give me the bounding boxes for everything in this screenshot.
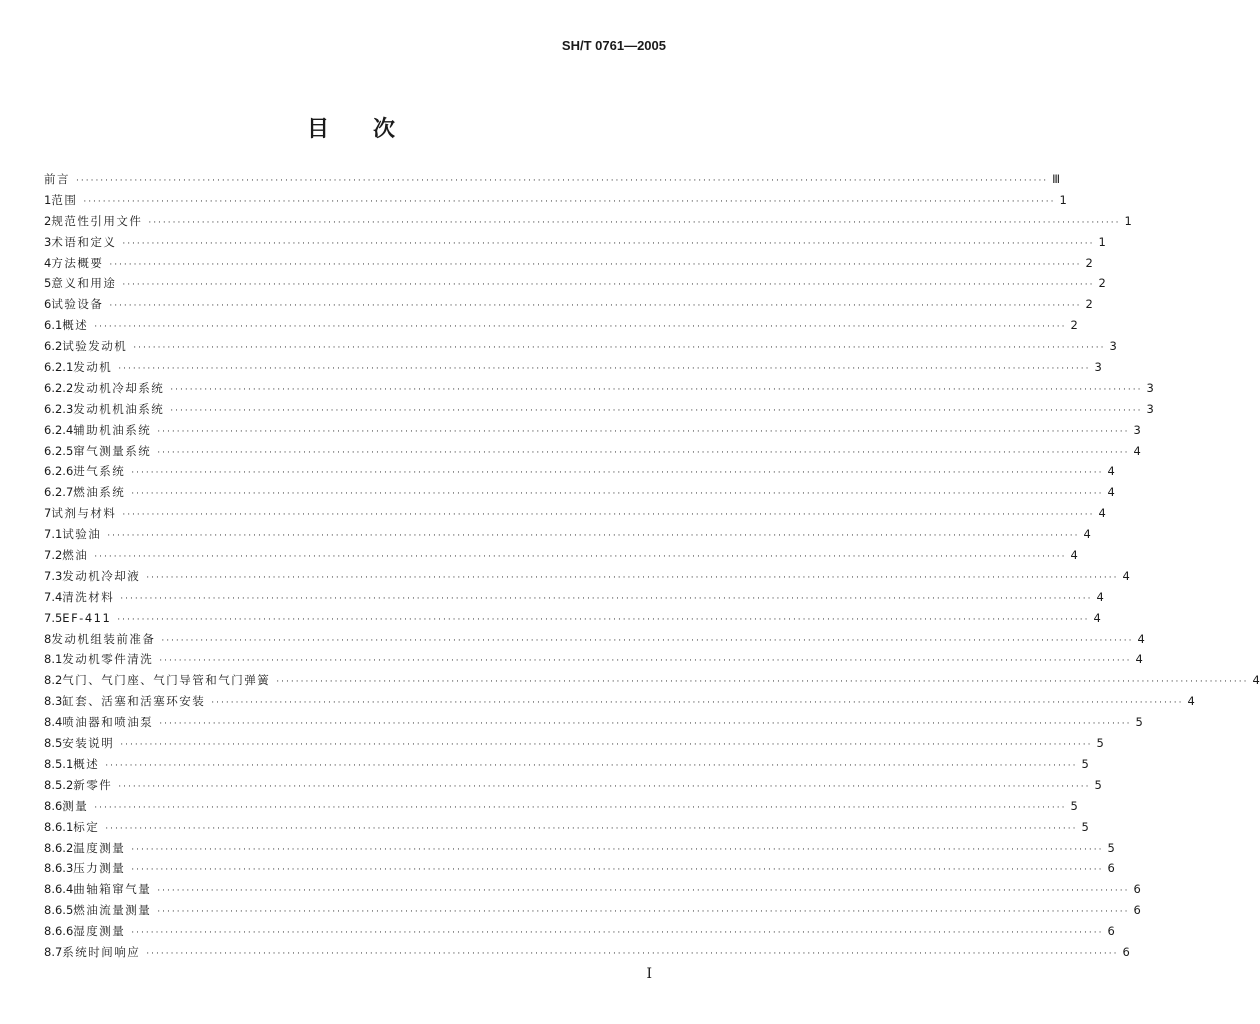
toc-entry-page-number: 5 [1070, 798, 1078, 813]
toc-entry-number: 6.2.5 [44, 443, 74, 458]
dot-leader: ········································································································································································································ [157, 907, 1130, 918]
toc-entry-label: 发动机零件清洗 [62, 652, 154, 667]
toc-entry[interactable] [44, 649, 1143, 670]
toc-entry-label: 清洗材料 [62, 589, 115, 604]
toc-entry-label: 概述 [73, 756, 100, 771]
toc-entry[interactable] [44, 900, 1141, 921]
toc-entry[interactable] [44, 775, 1102, 796]
toc-entry-label: 压力测量 [73, 861, 126, 876]
toc-entry-page-number: 5 [1081, 756, 1089, 771]
dot-leader: ········································································································································································································ [120, 740, 1093, 751]
toc-entry-number: 6.1 [44, 318, 63, 333]
dot-leader: ········································································································································································································ [157, 447, 1130, 458]
toc-entry-number: 8.6.6 [44, 924, 74, 939]
toc-entry-label: 新零件 [73, 777, 113, 792]
dot-leader: ········································································································································································································ [122, 238, 1095, 249]
toc-entry[interactable] [44, 253, 1093, 274]
toc-entry[interactable] [44, 190, 1067, 211]
dot-leader: ········································································································································································································ [131, 489, 1104, 500]
toc-entry-label: 缸套、活塞和活塞环安装 [62, 694, 206, 709]
toc-entry[interactable] [44, 733, 1104, 754]
toc-entry-number: 7.4 [44, 589, 63, 604]
toc-entry-label: 标定 [73, 819, 100, 834]
dot-leader: ········································································································································································································ [146, 572, 1119, 583]
toc-entry-label: 发动机冷却液 [62, 568, 141, 583]
toc-entry-label: 安装说明 [62, 736, 115, 751]
toc-entry-page-number: 5 [1107, 840, 1115, 855]
toc-entry[interactable] [44, 670, 1260, 691]
toc-entry-page-number: 5 [1081, 819, 1089, 834]
toc-entry-number: 7 [44, 506, 52, 521]
toc-entry-number: 2 [44, 213, 52, 228]
dot-leader: ········································································································································································································ [76, 176, 1049, 186]
toc-entry-number: 7.2 [44, 548, 63, 563]
toc-entry-number: 6.2.4 [44, 422, 74, 437]
toc-entry[interactable] [44, 273, 1106, 294]
dot-leader: ········································································································································································································ [94, 322, 1067, 333]
toc-entry-label: 发动机 [73, 360, 113, 375]
toc-entry-label: 术语和定义 [51, 234, 117, 249]
toc-entry-page-number: 4 [1083, 527, 1091, 542]
toc-entry-page-number: 4 [1096, 589, 1104, 604]
toc-entry-label: 试验油 [62, 527, 102, 542]
toc-entry-label: 燃油 [62, 548, 89, 563]
toc-entry[interactable] [44, 482, 1115, 503]
dot-leader: ········································································································································································································ [157, 426, 1130, 437]
toc-entry[interactable] [44, 461, 1115, 482]
toc-entry-number: 8.1 [44, 652, 63, 667]
dot-leader: ········································································································································································································ [107, 531, 1080, 542]
toc-entry[interactable] [44, 503, 1106, 524]
toc-entry-page-number: 4 [1122, 568, 1130, 583]
toc-entry-page-number: 2 [1085, 297, 1093, 312]
toc-entry-label: 燃油流量测量 [73, 903, 152, 918]
toc-entry-label: 前言 [44, 172, 70, 186]
toc-entry[interactable] [44, 608, 1101, 629]
toc-entry-number: 8.6.3 [44, 861, 74, 876]
toc-entry-page-number: 4 [1252, 673, 1260, 688]
toc-entry-label: 发动机冷却系统 [73, 380, 165, 395]
toc-entry-page-number: Ⅲ [1052, 172, 1061, 186]
toc-entry-number: 8.5.2 [44, 777, 74, 792]
toc-entry-label: 范围 [51, 192, 78, 207]
toc-entry[interactable] [44, 441, 1141, 462]
toc-entry-label: 燃油系统 [73, 485, 126, 500]
dot-leader: ········································································································································································································ [117, 614, 1090, 625]
toc-entry-label: 发动机机油系统 [73, 401, 165, 416]
toc-entry[interactable] [44, 399, 1154, 420]
dot-leader: ········································································································································································································ [131, 865, 1104, 876]
toc-entry-label: 方法概要 [51, 255, 104, 270]
toc-entry-page-number: 1 [1124, 213, 1132, 228]
table-of-contents [44, 169, 1260, 963]
toc-entry[interactable] [44, 211, 1132, 232]
toc-entry-label: EF-411 [62, 610, 112, 625]
toc-entry-page-number: 6 [1133, 882, 1141, 897]
toc-entry-page-number: 4 [1133, 443, 1141, 458]
toc-entry-page-number: 3 [1146, 380, 1154, 395]
toc-entry-page-number: 1 [1098, 234, 1106, 249]
toc-entry[interactable] [44, 587, 1104, 608]
dot-leader: ········································································································································································································ [83, 196, 1056, 207]
toc-entry-number: 8.3 [44, 694, 63, 709]
toc-entry-number: 5 [44, 276, 52, 291]
dot-leader: ········································································································································································································ [118, 781, 1091, 792]
dot-leader: ········································································································································································································ [122, 510, 1095, 521]
dot-leader: ········································································································································································································ [133, 343, 1106, 354]
toc-entry-page-number: 4 [1135, 652, 1143, 667]
toc-entry-number: 8.7 [44, 944, 63, 959]
dot-leader: ········································································································································································································ [148, 217, 1121, 228]
toc-entry-number: 7.1 [44, 527, 63, 542]
toc-entry[interactable] [44, 691, 1195, 712]
toc-entry-number: 8.6 [44, 798, 63, 813]
toc-entry-label: 温度测量 [73, 840, 126, 855]
toc-entry-number: 8.4 [44, 715, 63, 730]
toc-entry-page-number: 2 [1098, 276, 1106, 291]
toc-entry-page-number: 3 [1146, 401, 1154, 416]
toc-entry-label: 试剂与材料 [51, 506, 117, 521]
title-char-2: 次 [373, 117, 396, 142]
toc-entry-label: 气门、气门座、气门导管和气门弹簧 [62, 673, 271, 688]
toc-entry-label: 窜气测量系统 [73, 443, 152, 458]
dot-leader: ········································································································································································································ [157, 886, 1130, 897]
toc-entry[interactable] [44, 524, 1091, 545]
toc-entry-number: 7.3 [44, 568, 63, 583]
toc-entry[interactable] [44, 294, 1093, 315]
dot-leader: ········································································································································································································ [170, 405, 1143, 416]
toc-entry-page-number: 3 [1109, 339, 1117, 354]
toc-entry[interactable] [44, 921, 1115, 942]
toc-entry-label: 系统时间响应 [62, 944, 141, 959]
toc-entry-number: 4 [44, 255, 52, 270]
standard-code: SH/T 0761—2005 [561, 38, 666, 53]
toc-entry-number: 7.5 [44, 610, 63, 625]
toc-entry-page-number: 5 [1094, 777, 1102, 792]
toc-entry-page-number: 3 [1133, 422, 1141, 437]
dot-leader: ········································································································································································································ [94, 552, 1067, 563]
toc-entry-label: 概述 [62, 318, 89, 333]
toc-entry-number: 8 [44, 631, 52, 646]
toc-entry-label: 辅助机油系统 [73, 422, 152, 437]
dot-leader: ········································································································································································································ [109, 301, 1082, 312]
toc-entry-page-number: 5 [1135, 715, 1143, 730]
dot-leader: ········································································································································································································ [105, 760, 1078, 771]
toc-entry-number: 3 [44, 234, 52, 249]
toc-entry-page-number: 4 [1098, 506, 1106, 521]
toc-entry-number: 6 [44, 297, 52, 312]
dot-leader: ········································································································································································································ [146, 948, 1119, 959]
dot-leader: ········································································································································································································ [131, 468, 1104, 479]
title-char-1: 目 [306, 117, 329, 142]
toc-entry-page-number: 6 [1107, 924, 1115, 939]
toc-entry[interactable] [44, 420, 1141, 441]
toc-entry-label: 试验发动机 [62, 339, 128, 354]
toc-entry[interactable] [44, 817, 1089, 838]
toc-entry[interactable] [44, 232, 1106, 253]
toc-entry[interactable] [44, 169, 1061, 190]
toc-entry-number: 6.2.6 [44, 464, 74, 479]
toc-entry[interactable] [44, 336, 1117, 357]
toc-entry-label: 进气系统 [73, 464, 126, 479]
toc-entry[interactable] [44, 315, 1078, 336]
dot-leader: ········································································································································································································ [276, 677, 1249, 688]
dot-leader: ········································································································································································································ [122, 280, 1095, 291]
toc-entry-number: 8.5.1 [44, 756, 74, 771]
toc-entry-number: 8.6.4 [44, 882, 74, 897]
toc-entry[interactable] [44, 858, 1115, 879]
toc-entry-number: 6.2.1 [44, 360, 74, 375]
toc-entry-page-number: 3 [1094, 360, 1102, 375]
toc-entry-page-number: 6 [1122, 944, 1130, 959]
toc-entry[interactable] [44, 838, 1115, 859]
page-title [0, 112, 702, 143]
toc-entry-page-number: 4 [1107, 464, 1115, 479]
dot-leader: ········································································································································································································ [159, 656, 1132, 667]
toc-entry-label: 曲轴箱窜气量 [73, 882, 152, 897]
toc-entry-number: 1 [44, 192, 52, 207]
toc-entry-number: 8.6.2 [44, 840, 74, 855]
toc-entry[interactable] [44, 545, 1078, 566]
toc-entry-page-number: 6 [1133, 903, 1141, 918]
toc-entry-page-number: 1 [1059, 192, 1067, 207]
toc-entry-page-number: 4 [1107, 485, 1115, 500]
toc-entry-number: 6.2 [44, 339, 63, 354]
dot-leader: ········································································································································································································ [109, 259, 1082, 270]
dot-leader: ········································································································································································································ [105, 823, 1078, 834]
toc-entry[interactable] [44, 712, 1143, 733]
toc-entry[interactable] [44, 357, 1102, 378]
toc-entry-page-number: 4 [1093, 610, 1101, 625]
dot-leader: ········································································································································································································ [120, 593, 1093, 604]
page-folio: I [646, 966, 652, 982]
dot-leader: ········································································································································································································ [118, 364, 1091, 375]
dot-leader: ········································································································································································································ [131, 844, 1104, 855]
toc-entry-number: 8.6.5 [44, 903, 74, 918]
toc-entry-label: 规范性引用文件 [51, 213, 143, 228]
toc-entry[interactable] [44, 942, 1130, 963]
toc-entry[interactable] [44, 629, 1145, 650]
dot-leader: ········································································································································································································ [94, 802, 1067, 813]
toc-entry-page-number: 2 [1085, 255, 1093, 270]
toc-entry-page-number: 6 [1107, 861, 1115, 876]
toc-entry-label: 发动机组装前准备 [51, 631, 156, 646]
toc-entry-page-number: 2 [1070, 318, 1078, 333]
toc-entry-number: 8.5 [44, 736, 63, 751]
dot-leader: ········································································································································································································ [159, 719, 1132, 730]
dot-leader: ········································································································································································································ [170, 384, 1143, 395]
toc-entry-number: 6.2.3 [44, 401, 74, 416]
toc-entry-number: 6.2.7 [44, 485, 74, 500]
toc-entry-number: 8.2 [44, 673, 63, 688]
dot-leader: ········································································································································································································ [211, 698, 1184, 709]
toc-entry-page-number: 4 [1187, 694, 1195, 709]
toc-entry-label: 喷油器和喷油泵 [62, 715, 154, 730]
toc-entry[interactable] [44, 566, 1130, 587]
dot-leader: ········································································································································································································ [161, 635, 1134, 646]
toc-entry-number: 6.2.2 [44, 380, 74, 395]
toc-entry-label: 意义和用途 [51, 276, 117, 291]
toc-entry[interactable] [44, 754, 1089, 775]
dot-leader: ········································································································································································································ [131, 928, 1104, 939]
toc-entry-label: 测量 [62, 798, 89, 813]
toc-entry-label: 湿度测量 [73, 924, 126, 939]
toc-entry[interactable] [44, 378, 1154, 399]
toc-entry-label: 试验设备 [51, 297, 104, 312]
toc-entry-page-number: 5 [1096, 736, 1104, 751]
toc-entry-page-number: 4 [1070, 548, 1078, 563]
toc-entry-number: 8.6.1 [44, 819, 74, 834]
toc-entry[interactable] [44, 879, 1141, 900]
toc-entry-page-number: 4 [1137, 631, 1145, 646]
toc-entry[interactable] [44, 796, 1078, 817]
